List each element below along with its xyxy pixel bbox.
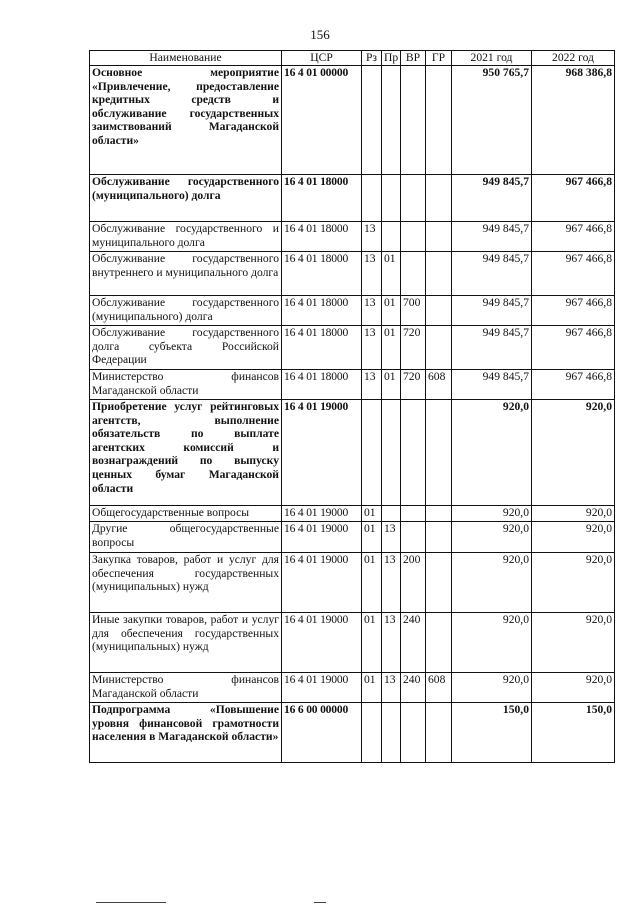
row-2021: 920,0 <box>452 673 532 703</box>
row-rz <box>362 703 382 763</box>
row-gr <box>426 296 452 326</box>
header-vr: ВР <box>401 51 426 66</box>
row-2021: 920,0 <box>452 613 532 673</box>
header-csr: ЦСР <box>282 51 362 66</box>
header-pr: Пр <box>382 51 401 66</box>
row-name: Общегосударственные вопросы <box>90 506 282 522</box>
row-2021: 920,0 <box>452 400 532 506</box>
row-csr: 16 4 01 18000 <box>282 175 362 222</box>
row-vr: 700 <box>401 296 426 326</box>
table-row <box>90 553 615 613</box>
row-2021: 949 845,7 <box>452 252 532 296</box>
row-gr <box>426 400 452 506</box>
row-2022: 967 466,8 <box>532 175 615 222</box>
row-name: Обслуживание государственного и муниципального долга <box>90 222 282 252</box>
row-2022: 967 466,8 <box>532 370 615 400</box>
row-vr <box>401 522 426 553</box>
row-2022: 920,0 <box>532 522 615 553</box>
row-2021: 150,0 <box>452 703 532 763</box>
row-2021: 920,0 <box>452 553 532 613</box>
row-csr: 16 4 01 00000 <box>282 66 362 175</box>
row-name: Министерство финансов Магаданской области <box>90 370 282 400</box>
row-vr <box>401 66 426 175</box>
row-2021: 949 845,7 <box>452 370 532 400</box>
row-vr <box>401 506 426 522</box>
table-row <box>90 613 615 673</box>
row-gr <box>426 522 452 553</box>
row-gr <box>426 222 452 252</box>
row-rz: 13 <box>362 370 382 400</box>
row-2021: 949 845,7 <box>452 326 532 370</box>
row-name: Обслуживание государственного внутреннего и муниципального долга <box>90 252 282 296</box>
row-vr: 720 <box>401 326 426 370</box>
table-row <box>90 703 615 763</box>
row-pr <box>382 506 401 522</box>
row-rz: 13 <box>362 326 382 370</box>
row-vr: 200 <box>401 553 426 613</box>
row-name: Министерство финансов Магаданской области <box>90 673 282 703</box>
row-rz: 01 <box>362 613 382 673</box>
row-pr: 01 <box>382 326 401 370</box>
row-pr <box>382 222 401 252</box>
row-vr: 240 <box>401 613 426 673</box>
row-rz: 01 <box>362 673 382 703</box>
row-rz: 13 <box>362 296 382 326</box>
budget-table <box>89 50 615 763</box>
header-2022: 2022 год <box>532 51 615 66</box>
row-vr <box>401 252 426 296</box>
table-row <box>90 326 615 370</box>
row-rz: 13 <box>362 252 382 296</box>
row-vr: 720 <box>401 370 426 400</box>
row-2021: 949 845,7 <box>452 296 532 326</box>
row-gr <box>426 252 452 296</box>
row-csr: 16 4 01 19000 <box>282 400 362 506</box>
row-pr <box>382 703 401 763</box>
table-row <box>90 370 615 400</box>
table-row <box>90 66 615 175</box>
table-row <box>90 673 615 703</box>
row-gr <box>426 66 452 175</box>
row-vr <box>401 400 426 506</box>
row-rz: 13 <box>362 222 382 252</box>
row-2022: 920,0 <box>532 400 615 506</box>
row-vr <box>401 175 426 222</box>
row-2022: 920,0 <box>532 613 615 673</box>
row-csr: 16 4 01 19000 <box>282 613 362 673</box>
row-csr: 16 4 01 18000 <box>282 222 362 252</box>
row-2022: 967 466,8 <box>532 296 615 326</box>
row-2022: 150,0 <box>532 703 615 763</box>
row-csr: 16 4 01 18000 <box>282 326 362 370</box>
row-2021: 949 845,7 <box>452 175 532 222</box>
row-csr: 16 4 01 18000 <box>282 296 362 326</box>
row-csr: 16 6 00 00000 <box>282 703 362 763</box>
table-row <box>90 175 615 222</box>
row-csr: 16 4 01 18000 <box>282 252 362 296</box>
row-pr: 13 <box>382 613 401 673</box>
table-header-row <box>90 51 615 66</box>
row-2022: 920,0 <box>532 673 615 703</box>
row-rz: 01 <box>362 506 382 522</box>
row-csr: 16 4 01 19000 <box>282 506 362 522</box>
table-row <box>90 506 615 522</box>
row-pr: 13 <box>382 673 401 703</box>
row-pr <box>382 400 401 506</box>
row-vr <box>401 222 426 252</box>
row-2021: 920,0 <box>452 506 532 522</box>
row-name: Основное мероприятие «Привлечение, предоставление кредитных средств и обслуживание государственных заимствований Магаданской области» <box>90 66 282 175</box>
row-rz: 01 <box>362 522 382 553</box>
footer-rule-left <box>96 902 166 903</box>
row-gr <box>426 553 452 613</box>
row-pr <box>382 175 401 222</box>
row-pr: 13 <box>382 553 401 613</box>
header-rz: Рз <box>362 51 382 66</box>
row-csr: 16 4 01 19000 <box>282 522 362 553</box>
row-2022: 920,0 <box>532 553 615 613</box>
row-2021: 950 765,7 <box>452 66 532 175</box>
table-row <box>90 522 615 553</box>
row-rz <box>362 175 382 222</box>
row-gr: 608 <box>426 370 452 400</box>
row-gr <box>426 506 452 522</box>
row-2022: 967 466,8 <box>532 252 615 296</box>
table-row <box>90 222 615 252</box>
row-pr <box>382 66 401 175</box>
row-name: Обслуживание государственного (муниципального) долга <box>90 296 282 326</box>
row-name: Обслуживание государственного долга субъекта Российской Федерации <box>90 326 282 370</box>
page-number: 156 <box>310 27 330 42</box>
row-name: Закупка товаров, работ и услуг для обеспечения государственных (муниципальных) нужд <box>90 553 282 613</box>
row-rz <box>362 400 382 506</box>
row-csr: 16 4 01 18000 <box>282 370 362 400</box>
row-csr: 16 4 01 19000 <box>282 553 362 613</box>
row-vr <box>401 703 426 763</box>
row-name: Приобретение услуг рейтинговых агентств, выполнение обязательств по выплате агентских комиссий и вознаграждений по выпуску ценных бумаг Магаданской области <box>90 400 282 506</box>
table-row <box>90 296 615 326</box>
row-gr: 608 <box>426 673 452 703</box>
row-2021: 920,0 <box>452 522 532 553</box>
row-2021: 949 845,7 <box>452 222 532 252</box>
row-pr: 01 <box>382 252 401 296</box>
table-row <box>90 252 615 296</box>
row-2022: 920,0 <box>532 506 615 522</box>
row-name: Иные закупки товаров, работ и услуг для обеспечения государственных (муниципальных) нужд <box>90 613 282 673</box>
row-gr <box>426 703 452 763</box>
row-gr <box>426 175 452 222</box>
row-pr: 01 <box>382 296 401 326</box>
row-name: Другие общегосударственные вопросы <box>90 522 282 553</box>
row-gr <box>426 326 452 370</box>
header-name: Наименование <box>90 51 282 66</box>
row-2022: 968 386,8 <box>532 66 615 175</box>
row-pr: 01 <box>382 370 401 400</box>
row-vr: 240 <box>401 673 426 703</box>
header-gr: ГР <box>426 51 452 66</box>
row-rz <box>362 66 382 175</box>
row-gr <box>426 613 452 673</box>
row-2022: 967 466,8 <box>532 326 615 370</box>
row-pr: 13 <box>382 522 401 553</box>
footer-rule-right <box>314 902 326 903</box>
header-2021: 2021 год <box>452 51 532 66</box>
row-name: Подпрограмма «Повышение уровня финансовой грамотности населения в Магаданской области» <box>90 703 282 763</box>
row-2022: 967 466,8 <box>532 222 615 252</box>
row-rz: 01 <box>362 553 382 613</box>
table-row <box>90 400 615 506</box>
row-csr: 16 4 01 19000 <box>282 673 362 703</box>
row-name: Обслуживание государственного (муниципального) долга <box>90 175 282 222</box>
